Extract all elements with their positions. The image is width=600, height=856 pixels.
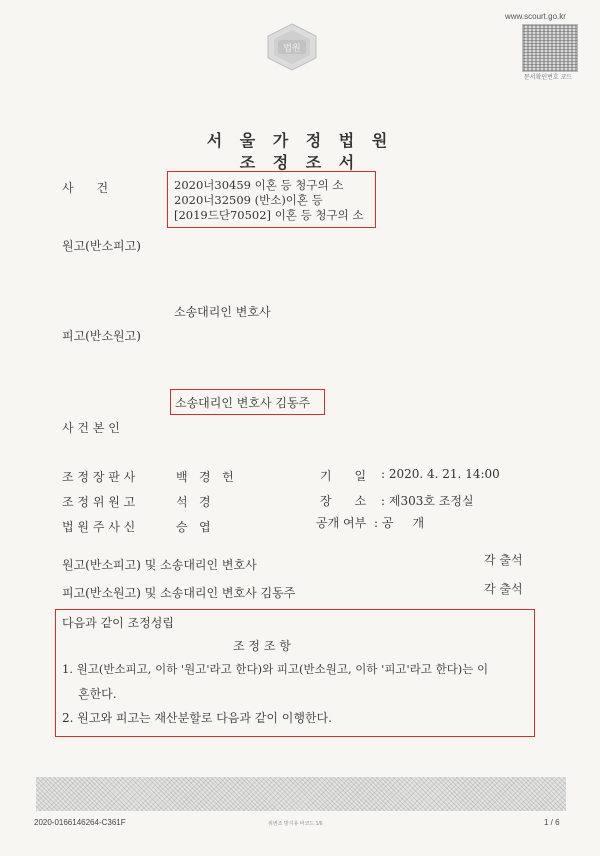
settlement-item-1-line-1: 1. 원고(반소피고, 이하 '원고'라고 한다)와 피고(반소원고, 이하 '피고'라고 한다)는 이 bbox=[62, 662, 489, 676]
settlement-item-1-line-2: 혼한다. bbox=[78, 687, 117, 701]
barcode-note: 위변조 방지용 바코드 1/6 bbox=[268, 821, 323, 827]
attendance-party-1: 원고(반소피고) 및 소송대리인 변호사 bbox=[62, 558, 257, 572]
official-role-3: 법 원 주 사 신 bbox=[62, 520, 136, 534]
defendant-label: 피고(반소원고) bbox=[62, 329, 141, 343]
site-url: www.scourt.go.kr bbox=[505, 12, 566, 21]
meta-value-place: : 제303호 조정실 bbox=[381, 494, 474, 508]
case-line-1: 2020너30459 이혼 등 청구의 소 bbox=[174, 178, 344, 192]
official-name-1: 백 경 헌 bbox=[176, 470, 234, 484]
plaintiff-label: 원고(반소피고) bbox=[62, 239, 141, 253]
official-role-1: 조 정 장 판 사 bbox=[62, 470, 136, 484]
court-emblem-icon bbox=[264, 22, 320, 72]
meta-label-public: 공개 여부 bbox=[316, 516, 367, 530]
official-name-2: 석 경 bbox=[176, 495, 211, 509]
defendant-agent: 소송대리인 변호사 김동주 bbox=[175, 396, 311, 410]
attendance-status-2: 각 출석 bbox=[484, 582, 523, 596]
qr-code-icon bbox=[522, 24, 578, 72]
court-name: 서 울 가 정 법 원 bbox=[206, 131, 394, 150]
attendance-party-2: 피고(반소원고) 및 소송대리인 변호사 김동주 bbox=[62, 586, 296, 600]
meta-value-public: : 공 개 bbox=[374, 516, 425, 530]
plaintiff-agent: 소송대리인 변호사 bbox=[174, 305, 271, 319]
case-line-3: [2019드단70502] 이혼 등 청구의 소 bbox=[174, 208, 364, 222]
official-role-2: 조 정 위 원 고 bbox=[62, 495, 136, 509]
principal-label: 사 건 본 인 bbox=[62, 421, 120, 435]
meta-label-place: 장 소 bbox=[320, 494, 367, 508]
meta-label-date: 기 일 bbox=[320, 469, 367, 483]
official-name-3: 승 엽 bbox=[176, 520, 211, 534]
settlement-heading: 조 정 조 항 bbox=[233, 639, 291, 653]
document-title: 조 정 조 서 bbox=[239, 153, 361, 172]
settlement-item-2: 2. 원고와 피고는 재산분할로 다음과 같이 이행한다. bbox=[62, 711, 332, 725]
settlement-intro: 다음과 같이 조정성립 bbox=[62, 616, 174, 630]
document-number: 2020-0166146264-C361F bbox=[34, 818, 126, 827]
anti-forgery-barcode-band bbox=[36, 777, 566, 811]
page-indicator: 1 / 6 bbox=[544, 818, 560, 827]
emblem-text: 법원 bbox=[283, 44, 301, 54]
case-label: 사 건 bbox=[62, 181, 109, 195]
meta-value-date: : 2020. 4. 21. 14:00 bbox=[381, 467, 500, 481]
case-line-2: 2020너32509 (반소)이혼 등 bbox=[174, 193, 323, 207]
qr-caption: 문서확인번호 코드 bbox=[524, 75, 573, 81]
attendance-status-1: 각 출석 bbox=[484, 553, 523, 567]
